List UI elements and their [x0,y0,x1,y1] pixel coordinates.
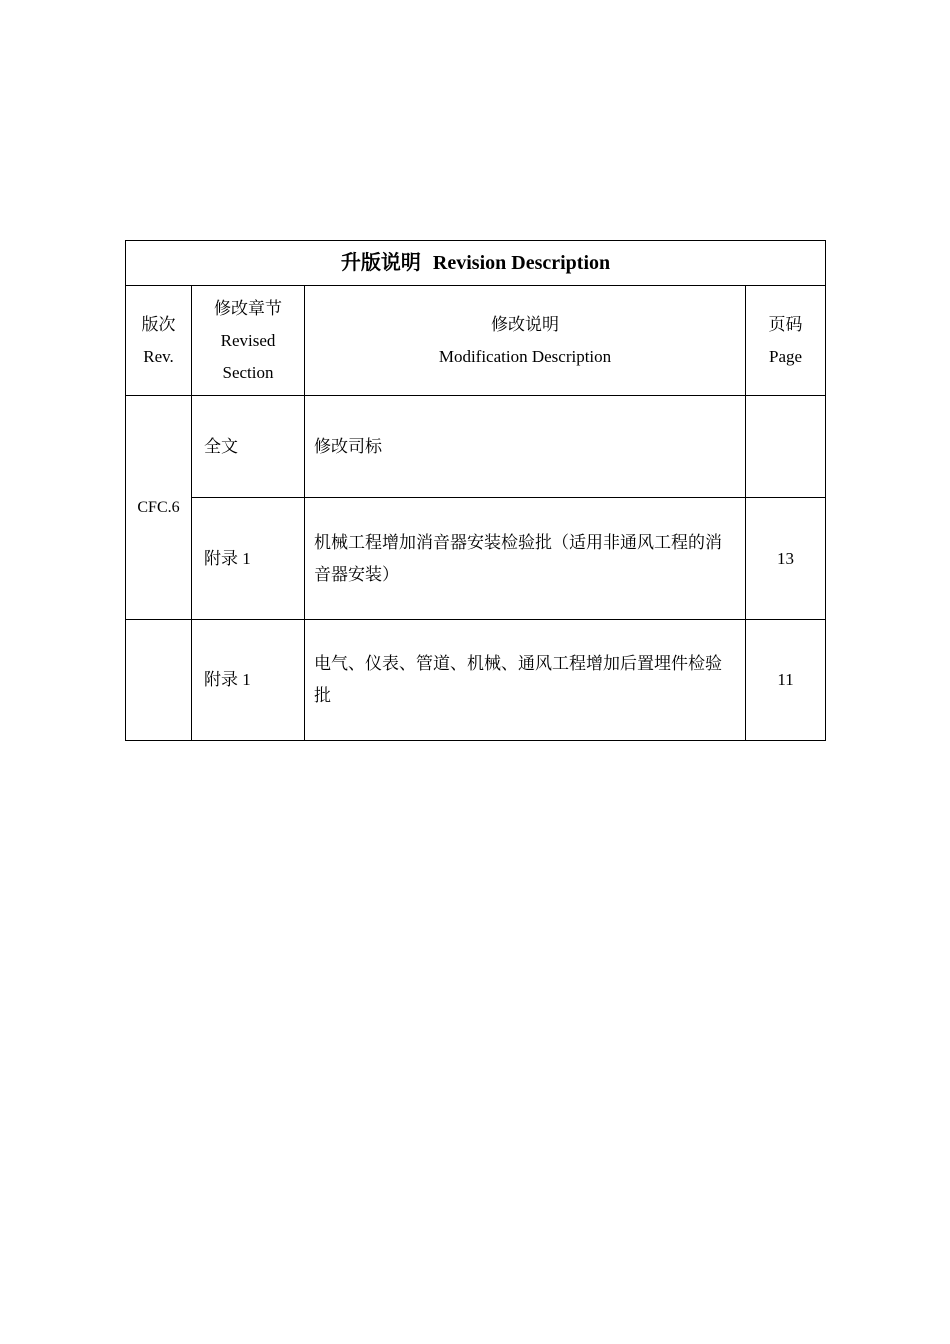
row-description-cell: 电气、仪表、管道、机械、通风工程增加后置埋件检验批 [305,620,746,741]
table-row [126,396,826,498]
header-page-zh: 页码 [768,314,803,334]
header-section [192,286,305,396]
header-section-zh: 修改章节 [214,298,282,318]
row-section-cell: 附录 1 [192,498,305,620]
row-description-cell: 修改司标 [305,396,746,498]
header-rev-en: Rev. [143,346,174,366]
table-title [126,241,826,286]
header-desc-en: Modification Description [438,346,612,366]
table-title-row [126,241,826,286]
header-desc-zh: 修改说明 [491,314,559,334]
header-rev [126,286,192,396]
header-description [305,286,746,396]
table-row [126,620,826,741]
row-page-cell: 11 [746,620,826,741]
row-section-cell: 全文 [192,396,305,498]
row-rev-cell [126,620,192,741]
header-page-en: Page [768,346,803,366]
revision-table [125,240,826,741]
table-title-zh: 升版说明 [340,252,421,274]
table-row [126,498,826,620]
row-page-cell: 13 [746,498,826,620]
header-rev-zh: 版次 [141,314,176,334]
table-header-row [126,286,826,396]
row-description-cell: 机械工程增加消音器安装检验批（适用非通风工程的消音器安装） [305,498,746,620]
row-page-cell [746,396,826,498]
table-title-en: Revision Description [432,252,611,274]
row-rev-cell: CFC.6 [126,396,192,620]
header-section-en-1: Revised [220,330,276,350]
header-section-en-2: Section [222,362,274,382]
header-page [746,286,826,396]
row-section-cell: 附录 1 [192,620,305,741]
